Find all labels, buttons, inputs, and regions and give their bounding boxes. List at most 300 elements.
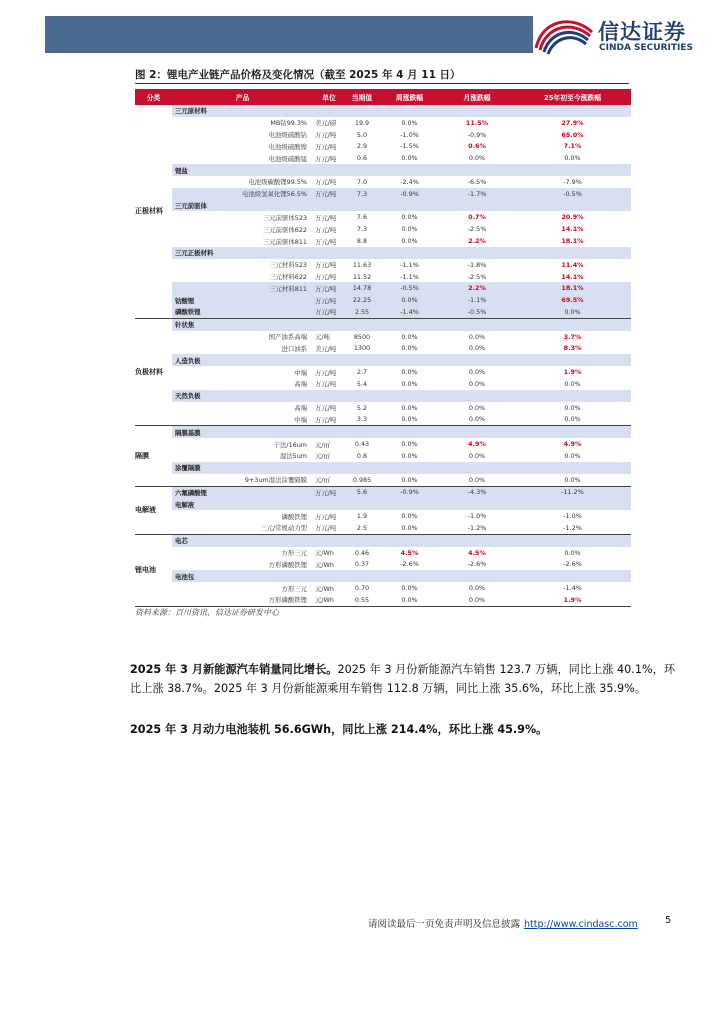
value-cell: [345, 462, 379, 474]
unit-cell: 万元/吨: [313, 522, 345, 534]
subcategory-label: 电池包: [172, 570, 313, 582]
value-cell: 2.9: [356, 142, 368, 151]
product-name: MB钴99.3%: [270, 119, 307, 128]
value-cell: [345, 390, 379, 402]
ytd-change-cell: 8.3%: [563, 344, 582, 353]
product-name: 三元前驱体622: [262, 225, 307, 234]
month-change-cell: [440, 498, 514, 510]
value-cell: 2.5: [345, 522, 379, 534]
table-row: [135, 366, 631, 378]
product-name: 方形三元: [281, 584, 307, 593]
value-cell: 11.63: [352, 260, 372, 269]
ytd-change-cell: 0.0%: [564, 379, 581, 388]
ytd-change-cell: [514, 498, 631, 510]
value-cell: 7.0: [356, 177, 368, 186]
table-row: [135, 438, 631, 450]
month-change-cell: 0.0%: [440, 594, 514, 606]
table-row: [135, 450, 631, 462]
month-change-cell: 0.7%: [468, 213, 486, 222]
month-change-cell: 0.0%: [440, 474, 514, 486]
subcategory-label: 针状焦: [172, 318, 313, 330]
product-name: 电池级硫酸镍: [268, 142, 307, 151]
product-name: 三元材料811: [172, 282, 313, 294]
product-name: 湿法5um: [279, 452, 307, 461]
col-header-ytd: 25年初至今涨跌幅: [514, 89, 631, 105]
ytd-change-cell: [514, 570, 631, 582]
week-change-cell: [379, 200, 440, 212]
unit-cell: 元/Wh: [315, 560, 334, 569]
week-change-cell: 0.0%: [401, 368, 418, 377]
product-name: 高端: [294, 380, 307, 389]
table-row: [135, 414, 631, 426]
table-row: [135, 140, 631, 152]
table-header-row: [135, 89, 631, 105]
ytd-change-cell: 0.0%: [514, 414, 631, 426]
product-name: 9+3um湿法涂覆隔膜: [172, 474, 313, 486]
figure-title-rule: [135, 83, 629, 84]
product-name: 高端: [294, 404, 307, 413]
table-row: [135, 152, 631, 164]
unit-cell: [313, 105, 345, 117]
week-change-cell: 0.0%: [401, 225, 418, 234]
month-change-cell: 0.0%: [468, 451, 486, 460]
product-name: 三元前驱体523: [262, 213, 307, 222]
week-change-cell: [379, 534, 440, 546]
value-cell: [345, 354, 379, 366]
ytd-change-cell: 20.9%: [561, 213, 584, 222]
ytd-change-cell: [514, 426, 631, 438]
ytd-change-cell: 0.0%: [514, 474, 631, 486]
table-row: [135, 378, 631, 390]
month-change-cell: [440, 200, 514, 212]
week-change-cell: 0.0%: [379, 522, 440, 534]
week-change-cell: -1.4%: [379, 306, 440, 318]
col-header-product: 产品: [172, 89, 313, 105]
week-change-cell: -2.4%: [400, 177, 419, 186]
week-change-cell: -1.0%: [400, 130, 419, 139]
ytd-change-cell: 4.9%: [563, 440, 582, 449]
unit-cell: 元/吨: [315, 333, 330, 342]
month-change-cell: -2.6%: [467, 560, 487, 569]
table-row: [135, 522, 631, 534]
subcategory-label: 钴酸锂: [172, 294, 313, 306]
unit-cell: 万元/吨: [315, 131, 337, 140]
month-change-cell: [440, 318, 514, 330]
table-subheader-row: [135, 534, 631, 546]
unit-cell: 元/Wh: [313, 594, 345, 606]
week-change-cell: -2.6%: [400, 560, 419, 569]
table-row: [135, 510, 631, 522]
week-change-cell: [379, 354, 440, 366]
col-header-unit: 单位: [313, 89, 345, 105]
table-row: [135, 223, 631, 235]
month-change-cell: 0.0%: [468, 368, 486, 377]
table-row: [135, 176, 631, 188]
week-change-cell: 0.0%: [401, 344, 418, 353]
footer-link[interactable]: http://www.cindasc.com: [524, 919, 638, 930]
ytd-change-cell: 0.0%: [564, 548, 581, 557]
unit-cell: [313, 534, 345, 546]
week-change-cell: [379, 318, 440, 330]
table-row: [135, 282, 631, 294]
paragraph-battery-install: [130, 720, 675, 739]
ytd-change-cell: 14.1%: [561, 272, 584, 281]
category-label: 负极材料: [135, 318, 172, 425]
week-change-cell: -1.1%: [400, 260, 419, 269]
table-subheader-row: [135, 247, 631, 259]
product-name: 三元前驱体811: [262, 237, 307, 246]
subcategory-label: 三元前驱体: [172, 200, 313, 212]
table-row: [135, 271, 631, 283]
month-change-cell: -1.1%: [440, 294, 514, 306]
unit-cell: 万元/吨: [315, 237, 337, 246]
week-change-cell: [379, 247, 440, 259]
category-label: 隔膜: [135, 426, 172, 486]
unit-cell: 元/㎡: [315, 452, 330, 461]
value-cell: [345, 200, 379, 212]
month-change-cell: -1.8%: [467, 260, 487, 269]
month-change-cell: -0.5%: [440, 306, 514, 318]
unit-cell: 万元/吨: [315, 380, 337, 389]
unit-cell: 万元/吨: [315, 261, 337, 270]
unit-cell: [313, 462, 345, 474]
ytd-change-cell: 65.0%: [561, 130, 584, 139]
product-name: 磷酸铁锂: [281, 512, 307, 521]
table-row: [135, 188, 631, 200]
week-change-cell: -1.1%: [400, 272, 419, 281]
unit-cell: 万元/吨: [315, 213, 337, 222]
ytd-change-cell: 1.9%: [563, 368, 582, 377]
unit-cell: 万元/吨: [313, 306, 345, 318]
footer-disclaimer: 请阅读最后一页免责声明及信息披露: [368, 919, 521, 930]
value-cell: 5.0: [356, 130, 368, 139]
value-cell: [345, 318, 379, 330]
value-cell: 5.6: [345, 486, 379, 498]
table-row: [135, 129, 631, 141]
subcategory-label: 三元原材料: [172, 105, 313, 117]
product-name: 电池级氢氧化锂56.5%: [172, 188, 313, 200]
ytd-change-cell: 1.9%: [514, 594, 631, 606]
paragraph-battery-install-heading: 2025 年 3 月动力电池装机 56.6GWh，同比上涨 214.4%，环比上涨 45.9%。: [130, 723, 548, 736]
subcategory-label: 电芯: [172, 534, 313, 546]
table-row: [135, 547, 631, 559]
ytd-change-cell: [514, 354, 631, 366]
subcategory-label: 三元正极材料: [172, 247, 313, 259]
value-cell: [345, 164, 379, 176]
unit-cell: [313, 318, 345, 330]
paragraph-ev-sales-text: 2025 年 3 月份新能源汽车销售 123.7 万辆，同比上涨 40.1%，环比上涨 38.7%。2025 年 3 月份新能源乘用车销售 112.8 万辆，同比上涨 35.6%，环比上涨 35.9%。: [130, 663, 676, 695]
month-change-cell: [440, 354, 514, 366]
product-name: 电池级硫酸锰: [268, 154, 307, 163]
col-header-week: 周涨跌幅: [379, 89, 440, 105]
table-row: [135, 558, 631, 570]
week-change-cell: -1.5%: [400, 142, 419, 151]
unit-cell: 万元/吨: [315, 512, 337, 521]
week-change-cell: [379, 390, 440, 402]
category-label: 锂电池: [135, 534, 172, 606]
figure-title: 图 2：锂电产业链产品价格及变化情况（截至 2025 年 4 月 11 日）: [135, 69, 461, 81]
value-cell: 0.43: [354, 440, 370, 449]
value-cell: [345, 498, 379, 510]
unit-cell: 万元/吨: [313, 188, 345, 200]
unit-cell: 元/㎡: [313, 474, 345, 486]
unit-cell: [313, 570, 345, 582]
subcategory-label: 天然负极: [172, 390, 313, 402]
value-cell: 1.9: [356, 512, 368, 521]
ytd-change-cell: [514, 318, 631, 330]
logo-chinese-name: 信达证券: [598, 20, 686, 44]
month-change-cell: 4.9%: [468, 440, 486, 449]
unit-cell: 美元/磅: [315, 119, 337, 128]
ytd-change-cell: 7.1%: [563, 142, 582, 151]
month-change-cell: 0.0%: [468, 332, 486, 341]
week-change-cell: 0.0%: [401, 451, 418, 460]
subcategory-label: 涂覆隔膜: [172, 462, 313, 474]
subcategory-label: 六氟磷酸锂: [172, 486, 313, 498]
month-change-cell: 0.0%: [468, 344, 486, 353]
product-name: 中端: [172, 414, 313, 426]
month-change-cell: -6.5%: [467, 177, 487, 186]
table-row: [135, 331, 631, 343]
month-change-cell: -1.0%: [467, 512, 487, 521]
col-header-month: 月涨跌幅: [440, 89, 514, 105]
unit-cell: 万元/吨: [313, 282, 345, 294]
value-cell: 0.70: [354, 584, 370, 593]
value-cell: 7.6: [356, 213, 368, 222]
value-cell: 0.46: [354, 548, 370, 557]
value-cell: 7.3: [356, 225, 368, 234]
subcategory-label: 电解液: [172, 498, 313, 510]
week-change-cell: 0.0%: [401, 332, 418, 341]
ytd-change-cell: 0.0%: [514, 306, 631, 318]
ytd-change-cell: 27.9%: [561, 118, 584, 127]
ytd-change-cell: -1.0%: [563, 512, 582, 521]
value-cell: 14.78: [345, 282, 379, 294]
table-row: [135, 211, 631, 223]
value-cell: 0.8: [356, 451, 368, 460]
ytd-change-cell: 18.1%: [514, 282, 631, 294]
ytd-change-cell: 0.0%: [564, 451, 581, 460]
ytd-change-cell: 18.1%: [561, 237, 584, 246]
week-change-cell: 4.5%: [400, 548, 419, 557]
ytd-change-cell: 14.1%: [561, 225, 584, 234]
unit-cell: [313, 390, 345, 402]
table-row: [135, 343, 631, 355]
month-change-cell: 2.2%: [468, 237, 486, 246]
month-change-cell: 0.6%: [468, 142, 486, 151]
week-change-cell: [379, 105, 440, 117]
week-change-cell: [379, 570, 440, 582]
week-change-cell: 0.0%: [379, 594, 440, 606]
month-change-cell: 4.5%: [468, 548, 486, 557]
month-change-cell: 0.0%: [468, 584, 486, 593]
value-cell: 0.37: [354, 560, 370, 569]
header-bar: [45, 16, 533, 53]
month-change-cell: [440, 164, 514, 176]
paragraph-ev-sales-heading: 2025 年 3 月新能源汽车销量同比增长。: [130, 663, 338, 676]
table-row: [135, 259, 631, 271]
week-change-cell: 0.0%: [401, 213, 418, 222]
week-change-cell: [379, 462, 440, 474]
unit-cell: 万元/吨: [315, 178, 337, 187]
month-change-cell: [440, 247, 514, 259]
paragraph-ev-sales: [130, 660, 675, 698]
table-subheader-row: [135, 164, 631, 176]
unit-cell: 元/㎡: [315, 440, 330, 449]
table-subheader-row: [135, 354, 631, 366]
month-change-cell: -2.5%: [467, 225, 487, 234]
month-change-cell: -2.5%: [467, 272, 487, 281]
ytd-change-cell: [514, 462, 631, 474]
unit-cell: 万元/吨: [315, 368, 337, 377]
month-change-cell: [440, 390, 514, 402]
table-subheader-row: [135, 200, 631, 212]
week-change-cell: [379, 498, 440, 510]
table-subheader-row: [135, 570, 631, 582]
unit-cell: 万元/吨: [313, 414, 345, 426]
unit-cell: [313, 498, 345, 510]
week-change-cell: [379, 164, 440, 176]
product-name: 三元材料523: [269, 261, 307, 270]
ytd-change-cell: [514, 200, 631, 212]
product-name: 三元材料622: [269, 273, 307, 281]
product-name: 方形三元: [281, 549, 307, 558]
ytd-change-cell: 0.0%: [564, 403, 581, 412]
unit-cell: [313, 200, 345, 212]
value-cell: 2.55: [345, 306, 379, 318]
table-body: [135, 105, 631, 606]
value-cell: [345, 570, 379, 582]
ytd-change-cell: [514, 390, 631, 402]
page-number: 5: [665, 915, 672, 926]
value-cell: [345, 426, 379, 438]
product-name: 进口油系: [281, 344, 307, 353]
value-cell: 1300: [353, 344, 371, 353]
week-change-cell: -0.5%: [379, 282, 440, 294]
value-cell: 5.4: [356, 379, 368, 388]
week-change-cell: 0.0%: [401, 118, 418, 127]
value-cell: 0.6: [356, 154, 368, 163]
value-cell: 19.9: [354, 118, 370, 127]
unit-cell: 万元/吨: [315, 404, 337, 413]
value-cell: 3.3: [345, 414, 379, 426]
unit-cell: [313, 354, 345, 366]
ytd-change-cell: [514, 534, 631, 546]
col-header-category: 分类: [135, 89, 172, 105]
table-row: [135, 594, 631, 606]
table-subheader-row: [135, 318, 631, 330]
unit-cell: 万元/吨: [315, 142, 337, 151]
product-name: 电池级碳酸锂99.5%: [248, 178, 307, 187]
month-change-cell: 0.0%: [468, 379, 486, 388]
ytd-change-cell: -1.4%: [563, 584, 582, 593]
month-change-cell: [440, 570, 514, 582]
subcategory-label: 磷酸铁锂: [172, 306, 313, 318]
footer: [368, 916, 638, 930]
category-label: 电解液: [135, 486, 172, 534]
week-change-cell: 0.0%: [401, 237, 418, 246]
ytd-change-cell: 0.0%: [564, 154, 581, 163]
value-cell: [345, 105, 379, 117]
week-change-cell: 0.0%: [379, 414, 440, 426]
subcategory-label: 人造负极: [172, 354, 313, 366]
unit-cell: 元/Wh: [315, 584, 334, 593]
product-name: 干法/16um: [273, 440, 307, 449]
table-subheader-row: [135, 390, 631, 402]
ytd-change-cell: [514, 105, 631, 117]
product-name: 方形磷酸铁锂: [268, 560, 307, 569]
month-change-cell: 0.0%: [440, 414, 514, 426]
value-cell: [345, 534, 379, 546]
month-change-cell: 11.5%: [465, 118, 489, 127]
product-name: 三元/常规动力型: [172, 522, 313, 534]
table-subheader-row: [135, 294, 631, 306]
ytd-change-cell: [514, 247, 631, 259]
unit-cell: 万元/吨: [313, 486, 345, 498]
product-name: 中端: [294, 368, 307, 377]
subcategory-label: 锂盐: [172, 164, 313, 176]
table-row: [135, 582, 631, 594]
unit-cell: 万元/吨: [315, 154, 337, 163]
ytd-change-cell: 69.5%: [514, 294, 631, 306]
unit-cell: 元/Wh: [315, 549, 334, 558]
value-cell: 22.25: [345, 294, 379, 306]
table-row: [135, 402, 631, 414]
unit-cell: 万元/吨: [315, 225, 337, 234]
month-change-cell: [440, 426, 514, 438]
week-change-cell: 0.0%: [401, 379, 418, 388]
month-change-cell: -1.2%: [440, 522, 514, 534]
value-cell: 8.8: [356, 237, 368, 246]
month-change-cell: 2.2%: [440, 282, 514, 294]
month-change-cell: [440, 534, 514, 546]
category-label: 正极材料: [135, 105, 172, 318]
unit-cell: 万元/吨: [313, 294, 345, 306]
month-change-cell: [440, 462, 514, 474]
value-cell: 0.55: [345, 594, 379, 606]
product-name: 电池级硫酸钴: [268, 131, 307, 140]
month-change-cell: [440, 105, 514, 117]
week-change-cell: -0.9%: [379, 188, 440, 200]
ytd-change-cell: -0.5%: [514, 188, 631, 200]
week-change-cell: 0.0%: [401, 403, 418, 412]
week-change-cell: 0.0%: [379, 294, 440, 306]
month-change-cell: 0.0%: [468, 403, 486, 412]
table-subheader-row: [135, 462, 631, 474]
week-change-cell: 0.0%: [401, 154, 418, 163]
month-change-cell: 0.0%: [468, 154, 486, 163]
table-row: [135, 235, 631, 247]
value-cell: 2.7: [356, 368, 368, 377]
value-cell: 8500: [353, 332, 371, 341]
value-cell: 11.52: [352, 272, 372, 281]
month-change-cell: -4.3%: [440, 486, 514, 498]
unit-cell: 美元/吨: [315, 344, 337, 353]
unit-cell: [313, 247, 345, 259]
week-change-cell: -0.9%: [379, 486, 440, 498]
price-table: [135, 89, 631, 607]
company-logo[interactable]: [532, 14, 712, 58]
logo-english-name: CINDA SECURITIES: [599, 43, 693, 53]
ytd-change-cell: -1.2%: [514, 522, 631, 534]
value-cell: 5.2: [356, 403, 368, 412]
subcategory-label: 隔膜基膜: [172, 426, 313, 438]
product-name: 方形磷酸铁锂: [172, 594, 313, 606]
value-cell: [345, 247, 379, 259]
table-subheader-row: [135, 498, 631, 510]
table-row: [135, 474, 631, 486]
logo-swoosh-icon: [532, 14, 594, 56]
